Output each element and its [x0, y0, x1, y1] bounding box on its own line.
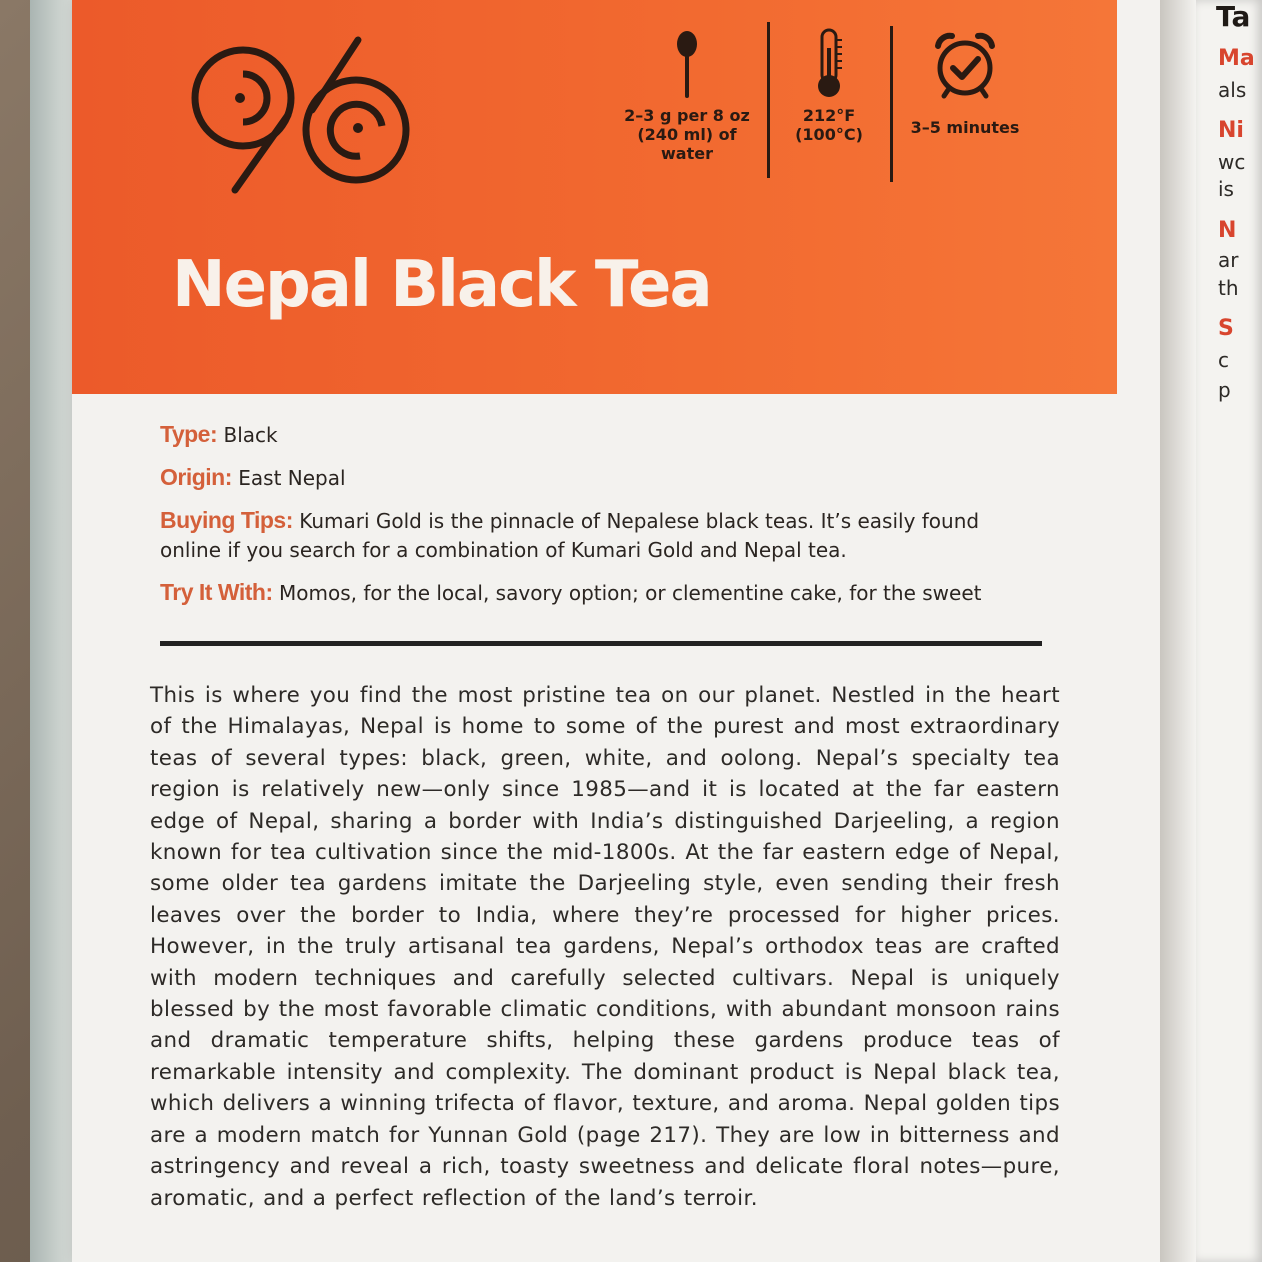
- fact-type: [160, 420, 1040, 450]
- fact-value: Momos, for the local, savory option; or clementine cake, for the sweet: [278, 581, 982, 605]
- fact-value: East Nepal: [238, 466, 346, 490]
- brew-divider: [890, 26, 893, 182]
- facing-page-text: is: [1218, 177, 1234, 201]
- facing-page-text: Ni: [1218, 118, 1244, 143]
- brewing-instructions: [612, 18, 1032, 188]
- facing-page-heading: Ta: [1216, 0, 1251, 33]
- fact-key: Try It With:: [160, 579, 273, 605]
- facing-page-text: wc: [1218, 150, 1246, 174]
- fact-try-it-with: [160, 578, 1040, 608]
- fact-key: Type:: [160, 421, 218, 447]
- page-number-graphic: [180, 30, 480, 200]
- brew-time-label: 3–5 minutes: [910, 118, 1020, 137]
- header-band: [72, 0, 1117, 394]
- brew-amount: [612, 18, 762, 163]
- section-divider: [160, 641, 1042, 646]
- tea-facts: [160, 420, 1040, 621]
- fact-origin: [160, 463, 1040, 493]
- facing-page-text: c: [1218, 348, 1229, 372]
- fact-value: Kumari Gold is the pinnacle of Nepalese black teas. It’s easily found online if you search for a combination of Kumari Gold and Nepal tea.: [160, 509, 980, 562]
- facing-page-text: N: [1218, 218, 1237, 243]
- fact-buying-tips: [160, 506, 1040, 565]
- spoon-icon: [612, 18, 762, 100]
- book-gutter: [1160, 0, 1196, 1262]
- page-number-logo: [180, 30, 480, 200]
- facing-page-text: Ma: [1218, 46, 1255, 71]
- fact-key: Origin:: [160, 464, 232, 490]
- facing-page: [1196, 0, 1262, 1262]
- facing-page-text: als: [1218, 78, 1247, 102]
- facing-page-text: ar: [1218, 248, 1239, 272]
- brew-temperature-label: 212°F (100°C): [795, 106, 863, 144]
- alarm-clock-icon: [900, 18, 1030, 100]
- thermometer-icon: [774, 18, 884, 100]
- facing-page-text: p: [1218, 378, 1231, 402]
- body-paragraph: This is where you find the most pristine tea on our planet. Nestled in the heart of the Himalayas, Nepal is home to some of the purest and most extraordinary teas of several types: black, green, white, and oolong. Nepal’s specialty tea region is relatively new—only since 1985—and it is located at the far eastern edge of Nepal, sharing a border with India’s distinguished Darjeeling, a region known for tea cultivation since the mid-1800s. At the far eastern edge of Nepal, some older tea gardens imitate the Darjeeling style, even sending their fresh leaves over the border to India, where they’re processed for higher prices. However, in the truly artisanal tea gardens, Nepal’s orthodox teas are crafted with modern techniques and carefully selected cultivars. Nepal is uniquely blessed by the most favorable climatic conditions, with abundant monsoon rains and dramatic temperature shifts, helping these gardens produce teas of remarkable intensity and complexity. The dominant product is Nepal black tea, which delivers a winning trifecta of flavor, texture, and aroma. Nepal golden tips are a modern match for Yunnan Gold (page 217). They are low in bitterness and astringency and reveal a rich, toasty sweetness and delicate floral notes—pure, aromatic, and a perfect reflection of the land’s terroir.: [150, 683, 1060, 1211]
- brew-amount-label: 2–3 g per 8 oz (240 ml) of water: [624, 106, 750, 163]
- tea-title: Nepal Black Tea: [172, 248, 711, 322]
- facing-page-text: S: [1218, 316, 1234, 341]
- fact-key: Buying Tips:: [160, 507, 293, 533]
- book-page: [72, 0, 1160, 1262]
- brew-divider: [767, 22, 770, 178]
- facing-page-text: th: [1218, 276, 1239, 300]
- fact-value: Black: [223, 423, 278, 447]
- brew-temperature: [774, 18, 884, 144]
- brew-time: [900, 18, 1030, 137]
